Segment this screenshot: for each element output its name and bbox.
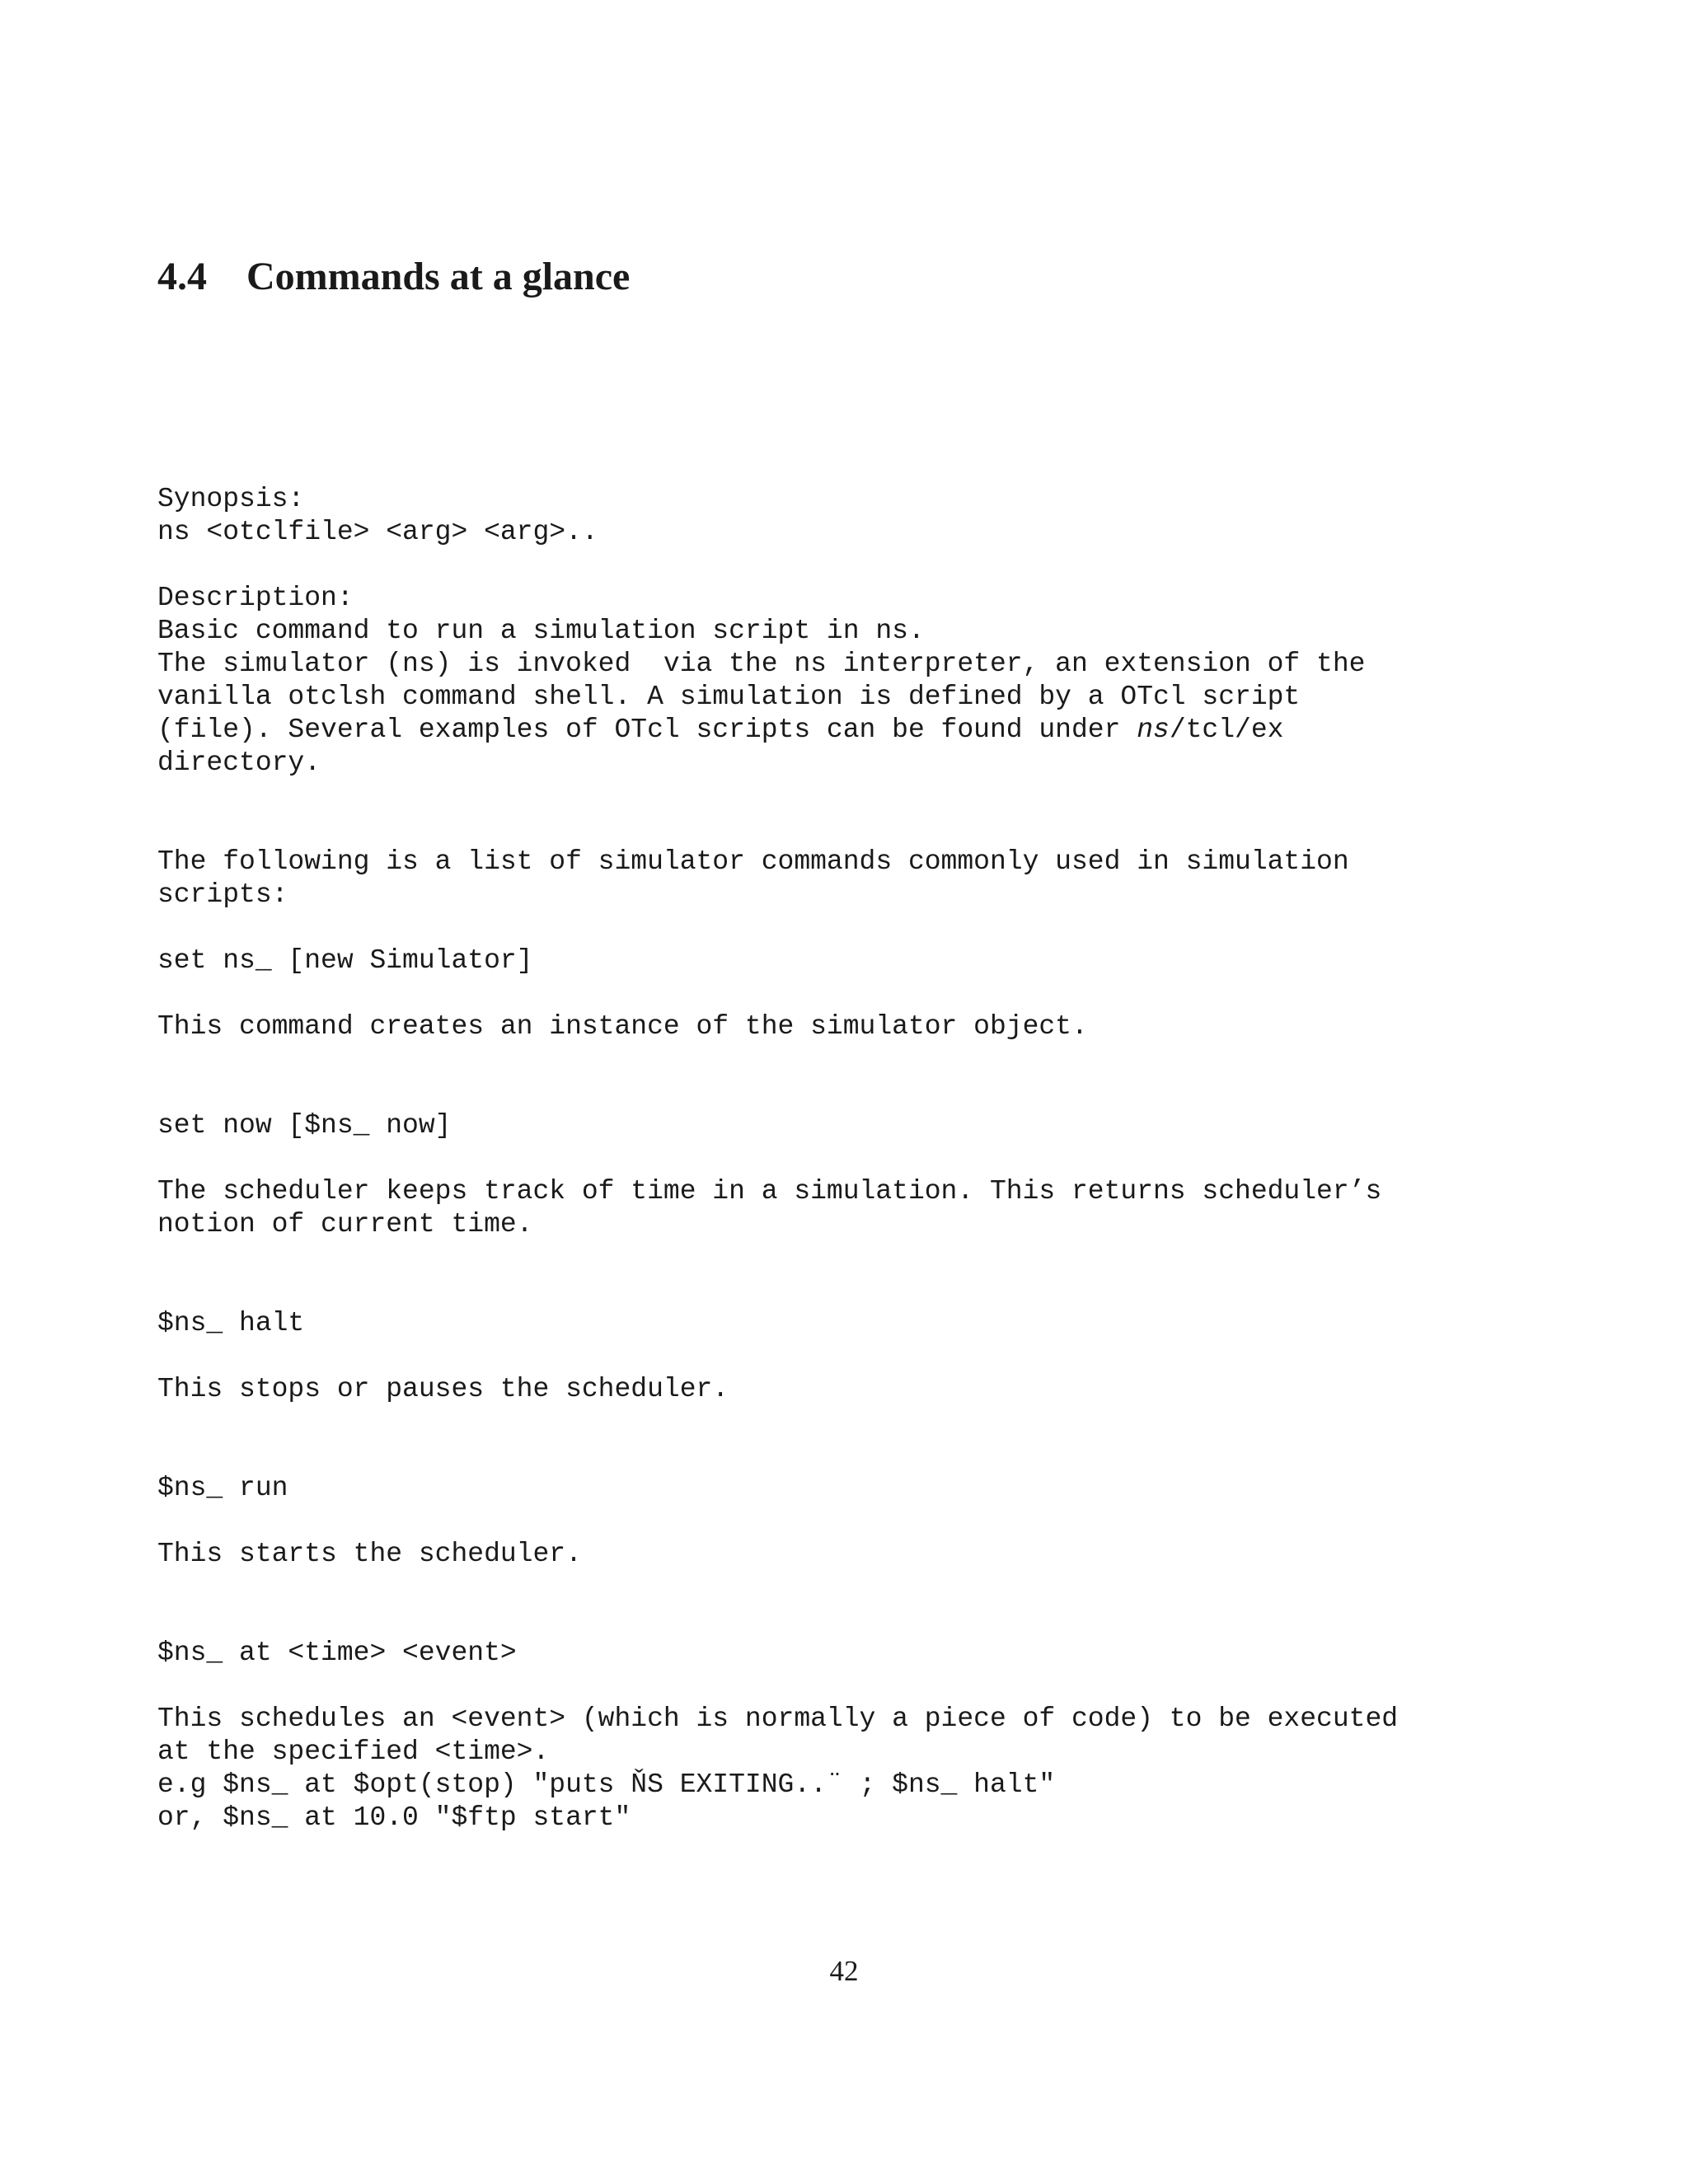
synopsis-label: Synopsis:	[157, 484, 305, 514]
command-description: The scheduler keeps track of time in a simulation. This returns scheduler’s	[157, 1176, 1382, 1207]
description-line: vanilla otclsh command shell. A simulation is defined by a OTcl script	[157, 682, 1301, 712]
description-label: Description:	[157, 583, 354, 613]
command-syntax: $ns_ halt	[157, 1308, 305, 1338]
command-description: at the specified <time>.	[157, 1736, 550, 1767]
intro-line: The following is a list of simulator commands commonly used in simulation	[157, 846, 1349, 877]
description-line: Basic command to run a simulation script in ns.	[157, 616, 925, 646]
command-example: or, $ns_ at 10.0 "$ftp start"	[157, 1802, 631, 1833]
description-line-text: (file). Several examples of OTcl scripts can be found under	[157, 715, 1137, 745]
description-line: The simulator (ns) is invoked via the ns interpreter, an extension of the	[157, 649, 1366, 679]
section-title: Commands at a glance	[246, 255, 631, 298]
command-syntax: $ns_ run	[157, 1473, 288, 1503]
section-heading	[157, 252, 630, 302]
command-description: notion of current time.	[157, 1209, 533, 1240]
intro-line: scripts:	[157, 879, 288, 910]
ns-italic-text: ns	[1137, 715, 1170, 745]
command-example: e.g $ns_ at $opt(stop) "puts ŇS EXITING..¨ ; $ns_ halt"	[157, 1769, 1056, 1800]
section-number: 4.4	[157, 255, 207, 298]
description-line-text: /tcl/ex	[1169, 715, 1284, 745]
command-syntax: $ns_ at <time> <event>	[157, 1638, 517, 1668]
command-syntax: set ns_ [new Simulator]	[157, 945, 533, 976]
command-description: This stops or pauses the scheduler.	[157, 1374, 729, 1404]
command-syntax: set now [$ns_ now]	[157, 1110, 452, 1141]
command-description: This starts the scheduler.	[157, 1539, 582, 1569]
synopsis-command: ns <otclfile> <arg> <arg>..	[157, 517, 598, 547]
description-line	[157, 714, 1283, 747]
command-description: This command creates an instance of the simulator object.	[157, 1011, 1088, 1042]
page-number: 42	[829, 1955, 859, 1987]
command-description: This schedules an <event> (which is normally a piece of code) to be executed	[157, 1704, 1399, 1734]
description-line: directory.	[157, 748, 321, 778]
